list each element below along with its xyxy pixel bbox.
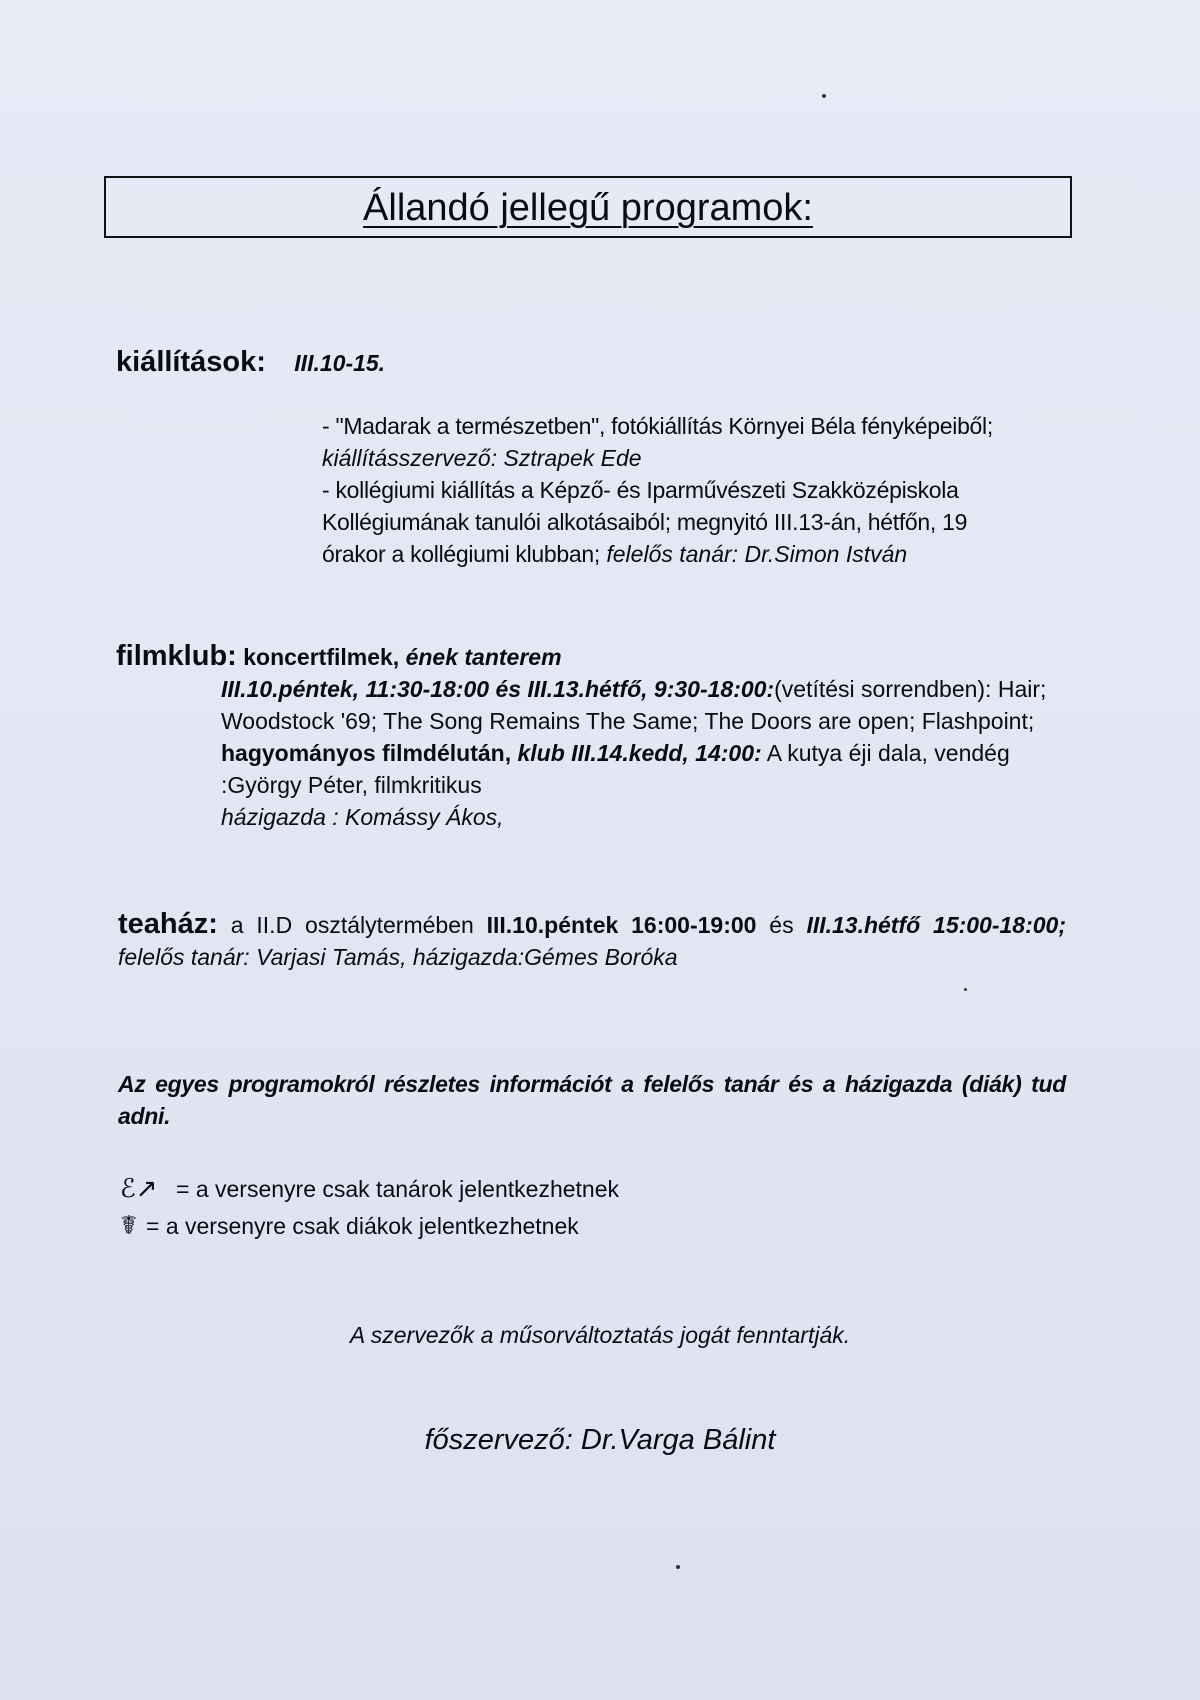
exhibitions-list bbox=[322, 410, 1002, 570]
exhibition-item-2-text: - kollégiumi kiállítás a Képző- és Iparművészeti Szakközépiskola Kollégiumának tanulói alkotásaiból; megnyitó III.13-án, hétfőn, 19 órakor a kollégiumi klubban; bbox=[322, 477, 968, 567]
speck bbox=[676, 1565, 680, 1569]
exhibition-item-1 bbox=[322, 410, 1002, 474]
filmclub-section bbox=[116, 640, 1072, 833]
student-icon: ☤ bbox=[120, 1210, 138, 1240]
filmclub-schedule bbox=[221, 673, 1072, 737]
teahouse-roles: felelős tanár: Varjasi Tamás, házigazda:Gémes Boróka bbox=[118, 944, 678, 970]
exhibition-item-1-organizer: kiállításszervező: Sztrapek Ede bbox=[322, 445, 642, 471]
filmclub-host: házigazda : Komássy Ákos, bbox=[221, 804, 504, 830]
teahouse-time-1: III.10.péntek 16:00-19:00 bbox=[486, 912, 757, 938]
legend bbox=[120, 1170, 820, 1244]
rights-note: A szervezők a műsorváltoztatás jogát fenntartják. bbox=[349, 1322, 851, 1348]
exhibition-item-2 bbox=[322, 474, 1002, 570]
teahouse-location: a II.D osztálytermében bbox=[230, 912, 474, 938]
filmclub-afternoon-film: A kutya éji dala, vendég :György Péter, filmkritikus bbox=[221, 740, 1010, 798]
filmclub-room: ének tanterem bbox=[405, 644, 562, 670]
page-title: Állandó jellegű programok: bbox=[363, 187, 813, 229]
teahouse-section bbox=[118, 908, 1066, 973]
chief-organizer: főszervező: Dr.Varga Bálint bbox=[424, 1424, 776, 1456]
filmclub-heading-row bbox=[116, 640, 1072, 673]
filmclub-body bbox=[116, 673, 1072, 833]
legend-students-text: = a versenyre csak diákok jelentkezhetnek bbox=[146, 1213, 579, 1239]
glasses-icon: ℰ↗ bbox=[120, 1173, 158, 1203]
info-note: Az egyes programokról részletes információt a felelős tanár és a házigazda (diák) tud adni. bbox=[118, 1071, 1066, 1129]
filmclub-schedule-films: (vetítési sorrendben): Hair; Woodstock '69; The Song Remains The Same; The Doors are open; Flashpoint; bbox=[221, 676, 1047, 734]
legend-item-teachers bbox=[120, 1170, 820, 1207]
exhibitions-heading: kiállítások: bbox=[116, 346, 266, 378]
teahouse-and: és bbox=[769, 912, 794, 938]
title-box bbox=[104, 176, 1072, 238]
filmclub-heading: filmklub: bbox=[116, 640, 237, 672]
exhibitions-date: III.10-15. bbox=[294, 350, 386, 376]
exhibitions-heading-row bbox=[116, 346, 385, 379]
filmclub-subtitle: koncertfilmek, bbox=[243, 644, 400, 670]
filmclub-afternoon bbox=[221, 737, 1072, 801]
legend-teachers-text: = a versenyre csak tanárok jelentkezhetnek bbox=[176, 1176, 619, 1202]
filmclub-schedule-dates: III.10.péntek, 11:30-18:00 és III.13.hétfő, 9:30-18:00: bbox=[221, 676, 775, 702]
filmclub-afternoon-title: hagyományos filmdélután, bbox=[221, 740, 512, 766]
speck bbox=[822, 94, 826, 98]
exhibition-item-1-text: - "Madarak a természetben", fotókiállítás Környei Béla fényképeiből; bbox=[322, 413, 993, 439]
teahouse-heading: teaház: bbox=[118, 908, 218, 940]
teahouse-time-2: III.13.hétfő 15:00-18:00; bbox=[806, 912, 1066, 938]
legend-item-students bbox=[120, 1207, 820, 1244]
speck bbox=[964, 988, 967, 991]
exhibition-item-2-teacher: felelős tanár: Dr.Simon István bbox=[606, 541, 908, 567]
filmclub-afternoon-time: klub III.14.kedd, 14:00: bbox=[517, 740, 762, 766]
